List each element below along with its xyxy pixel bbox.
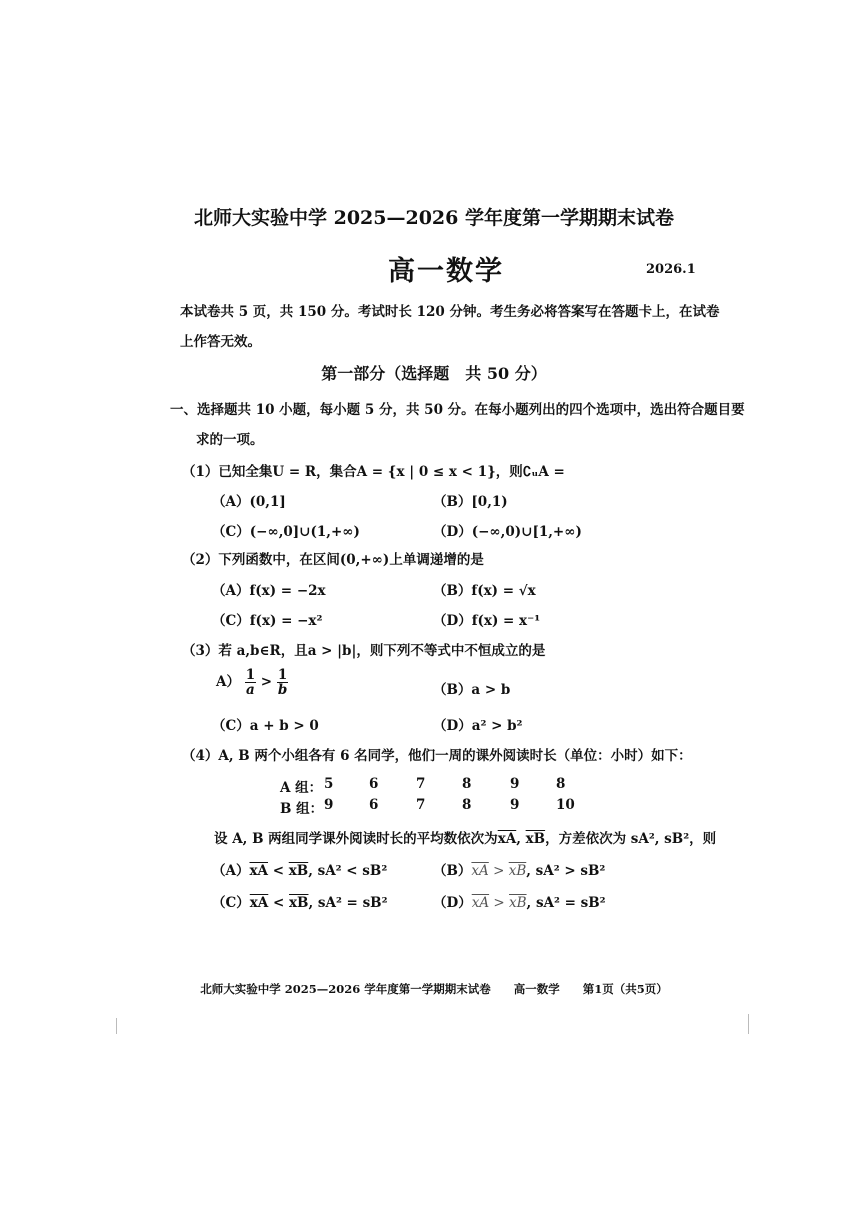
row-b-label: B 组： — [280, 801, 324, 817]
reading-table-row-a — [280, 776, 322, 796]
row-b-cell: 9 — [510, 797, 520, 813]
question-1-option-d: （D）(−∞,0)∪[1,+∞) — [433, 524, 582, 540]
question-1-stem: （1）已知全集U = R，集合A = {x | 0 ≤ x < 1}，则∁ᵤA = — [182, 464, 565, 480]
question-4-stem: （4）A, B 两个小组各有 6 名同学，他们一周的课外阅读时长（单位：小时）如下： — [182, 748, 692, 764]
question-4-option-b: $(B)\overline{xA} > \overline{xB}$, sA² > sB² — [433, 863, 606, 879]
row-a-label: A 组： — [280, 780, 323, 796]
row-a-cell: 9 — [510, 776, 520, 792]
reading-table-row-b — [280, 797, 323, 817]
row-a-cell: 6 — [369, 776, 379, 792]
question-1-option-c: （C）(−∞,0]∪(1,+∞) — [212, 524, 360, 540]
page-footer: 北师大实验中学 2025—2026 学年度第一学期期末试卷 高一数学 第1页（共5页） — [200, 982, 668, 996]
row-a-cell: 8 — [462, 776, 472, 792]
question-4-option-a: $(A)\overline{xA} < \overline{xB}$, sA² < sB² — [212, 863, 388, 879]
row-b-cell: 6 — [369, 797, 379, 813]
fraction-one-over-b: $\frac{1}{b}$ — [277, 667, 288, 699]
question-1-option-b: （B）[0,1) — [433, 494, 508, 510]
question-3-option-c: （C）a + b > 0 — [212, 718, 319, 734]
notice-line-1: 本试卷共 5 页，共 150 分。考试时长 120 分钟。考生务必将答案写在答题卡上，在试卷 — [180, 304, 720, 320]
question-4-option-c: $(C)\overline{xA} < \overline{xB}$, sA² = sB² — [212, 895, 388, 911]
question-2-option-c: （C）f(x) = −x² — [212, 613, 323, 629]
question-2-option-b: （B）f(x) = √x — [433, 583, 536, 599]
scan-edge-mark-right — [748, 1014, 749, 1034]
question-4-description: 设 A, B 两组同学课外阅读时长的平均数依次为$\overline{xA}$, $\overline{xB}$，方差依次为 sA², sB²，则 — [214, 831, 717, 847]
row-b-cell: 8 — [462, 797, 472, 813]
question-3-option-d: （D）a² > b² — [433, 718, 523, 734]
scan-edge-mark-left — [116, 1018, 117, 1034]
row-b-cell: 7 — [416, 797, 426, 813]
question-2-stem: （2）下列函数中，在区间(0,+∞)上单调递增的是 — [182, 552, 484, 568]
row-a-cell: 5 — [324, 776, 334, 792]
row-a-cell: 7 — [416, 776, 426, 792]
exam-header-title: 北师大实验中学 2025—2026 学年度第一学期期末试卷 — [194, 207, 674, 229]
exam-date: 2026.1 — [646, 262, 696, 277]
question-4-option-d: $(D)\overline{xA} > \overline{xB}$, sA² = sB² — [433, 895, 606, 911]
row-b-cell: 9 — [324, 797, 334, 813]
instruction-line-2: 求的一项。 — [196, 432, 264, 448]
question-2-option-a: （A）f(x) = −2x — [212, 583, 326, 599]
question-2-option-d: （D）f(x) = x⁻¹ — [433, 613, 541, 629]
mean-a: $\overline{xA}$ — [497, 831, 517, 847]
fraction-one-over-a: $\frac{1}{a}$ — [245, 667, 256, 699]
row-a-cell: 8 — [556, 776, 566, 792]
instruction-line-1: 一、选择题共 10 小题，每小题 5 分，共 50 分。在每小题列出的四个选项中，选出符合题目要 — [170, 402, 745, 418]
question-3-stem: （3）若 a,b∈R，且a > |b|，则下列不等式中不恒成立的是 — [182, 643, 546, 659]
part-one-title: 第一部分（选择题 共 50 分） — [321, 364, 547, 383]
question-3-option-b: （B）a > b — [433, 682, 511, 698]
question-3-option-a-label: A） — [216, 674, 240, 691]
mean-b: $\overline{xB}$ — [525, 831, 546, 847]
subject-title: 高一数学 — [388, 256, 504, 287]
row-b-cell: 10 — [556, 797, 575, 813]
notice-line-2: 上作答无效。 — [180, 334, 261, 350]
question-1-option-a: （A）(0,1] — [212, 494, 286, 510]
question-3-option-a: A） $\frac{1}{a}$ > $\frac{1}{b}$ — [216, 667, 288, 699]
